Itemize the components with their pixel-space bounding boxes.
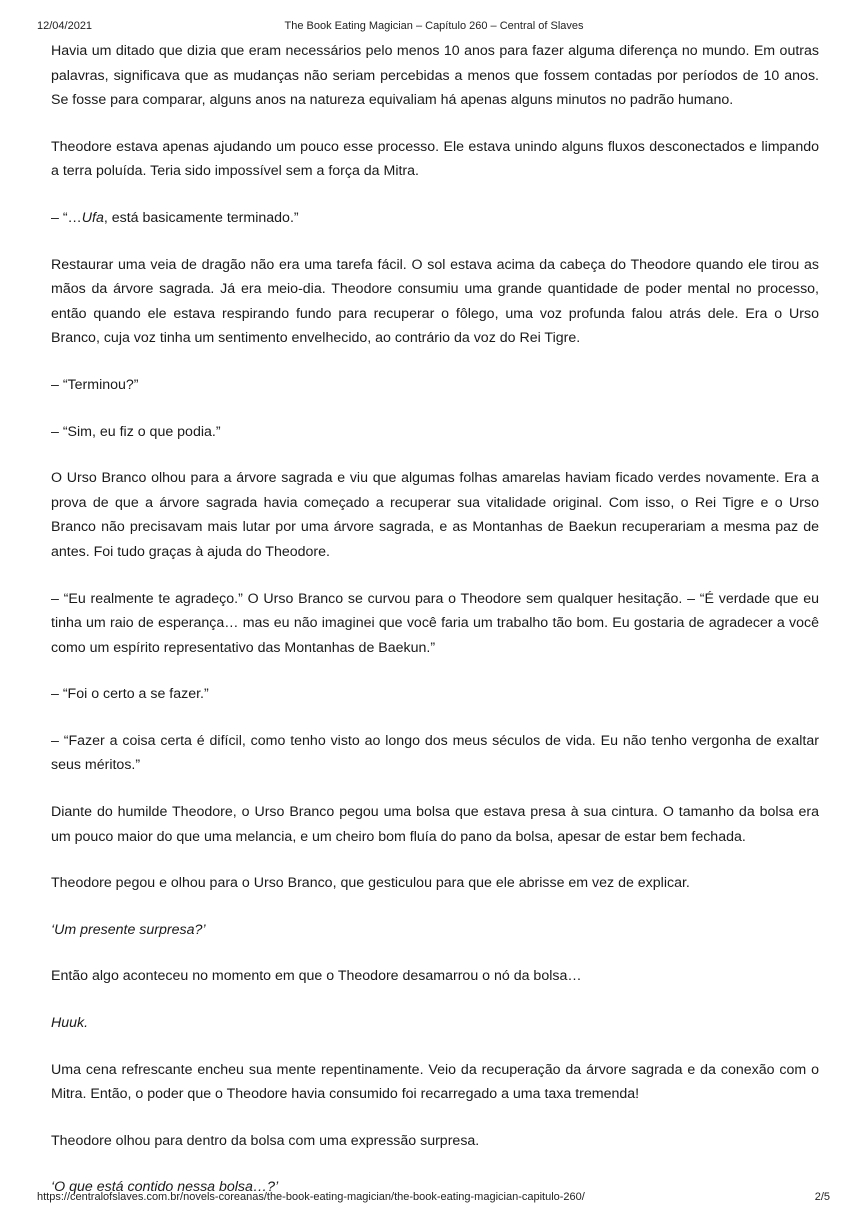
paragraph: – “Eu realmente te agradeço.” O Urso Branco se curvou para o Theodore sem qualquer hesitação. – “É verdade que eu tinha um raio de esperança… mas eu não imaginei que você faria um trabalho tão bom. Eu gostaria de agradecer a você como um espírito representativo das Montanhas de Baekun.” xyxy=(51,590,819,656)
paragraph xyxy=(51,206,819,231)
paragraph: Diante do humilde Theodore, o Urso Branco pegou uma bolsa que estava presa à sua cintura. O tamanho da bolsa era um pouco maior do que uma melancia, e um cheiro bom fluía do pano da bolsa, apesar de estar bem fechada. xyxy=(51,804,819,845)
paragraph: – “Terminou?” xyxy=(51,376,139,393)
paragraph: Theodore pegou e olhou para o Urso Branco, que gesticulou para que ele abrisse em vez de explicar. xyxy=(51,875,690,892)
paragraph: Então algo aconteceu no momento em que o Theodore desamarrou o nó da bolsa… xyxy=(51,968,582,985)
chapter-text xyxy=(51,39,819,1222)
dialogue-rest: , está basicamente terminado.” xyxy=(103,209,299,226)
paragraph: Theodore olhou para dentro da bolsa com uma expressão surpresa. xyxy=(51,1132,480,1149)
paragraph: – “Foi o certo a se fazer.” xyxy=(51,686,209,703)
thought-paragraph: ‘O que está contido nessa bolsa…?’ xyxy=(51,1179,279,1196)
source-url: https://centralofslaves.com.br/novels-coreanas/the-book-eating-magician/the-book-eating-magician-capitulo-260/ xyxy=(37,1191,585,1203)
print-date: 12/04/2021 xyxy=(37,20,93,32)
page-number: 2/5 xyxy=(814,1191,830,1203)
paragraph: Theodore estava apenas ajudando um pouco esse processo. Ele estava unindo alguns fluxos desconectados e limpando a terra poluída. Teria sido impossível sem a força da Mitra. xyxy=(51,138,819,180)
dialogue-open: – “… xyxy=(51,209,82,226)
thought-paragraph: ‘Um presente surpresa?’ xyxy=(51,921,206,938)
italic-word: Ufa xyxy=(81,209,104,226)
paragraph: – “Fazer a coisa certa é difícil, como tenho visto ao longo dos meus séculos de vida. Eu não tenho vergonha de exaltar seus méritos.” xyxy=(51,732,819,774)
paragraph: – “Sim, eu fiz o que podia.” xyxy=(51,423,221,440)
page-title: The Book Eating Magician – Capítulo 260 – Central of Slaves xyxy=(284,20,584,32)
paragraph: Havia um ditado que dizia que eram necessários pelo menos 10 anos para fazer alguma diferença no mundo. Em outras palavras, significava que as mudanças não seriam percebidas a menos que fossem contadas por períodos de 10 anos. Se fosse para comparar, alguns anos na natureza equivaliam há apenas alguns minutos no padrão humano. xyxy=(51,43,819,109)
sound-effect-paragraph: Huuk. xyxy=(51,1015,89,1032)
paragraph: Uma cena refrescante encheu sua mente repentinamente. Veio da recuperação da árvore sagrada e da conexão com o Mitra. Então, o poder que o Theodore havia consumido foi recarregado a uma taxa tremenda! xyxy=(51,1061,819,1103)
paragraph: O Urso Branco olhou para a árvore sagrada e viu que algumas folhas amarelas haviam ficado verdes novamente. Era a prova de que a árvore sagrada havia começado a recuperar sua vitalidade original. Com isso, o Rei Tigre e o Urso Branco não precisavam mais lutar por uma árvore sagrada, e as Montanhas de Baekun recuperariam a mesma paz de antes. Foi tudo graças à ajuda do Theodore. xyxy=(51,470,819,560)
paragraph: Restaurar uma veia de dragão não era uma tarefa fácil. O sol estava acima da cabeça do Theodore quando ele tirou as mãos da árvore sagrada. Já era meio-dia. Theodore consumiu uma grande quantidade de poder mental no processo, então quando ele estava respirando fundo para recuperar o fôlego, uma voz profunda falou atrás dele. Era o Urso Branco, cuja voz tinha um sentimento envelhecido, ao contrário da voz do Rei Tigre. xyxy=(51,256,819,347)
